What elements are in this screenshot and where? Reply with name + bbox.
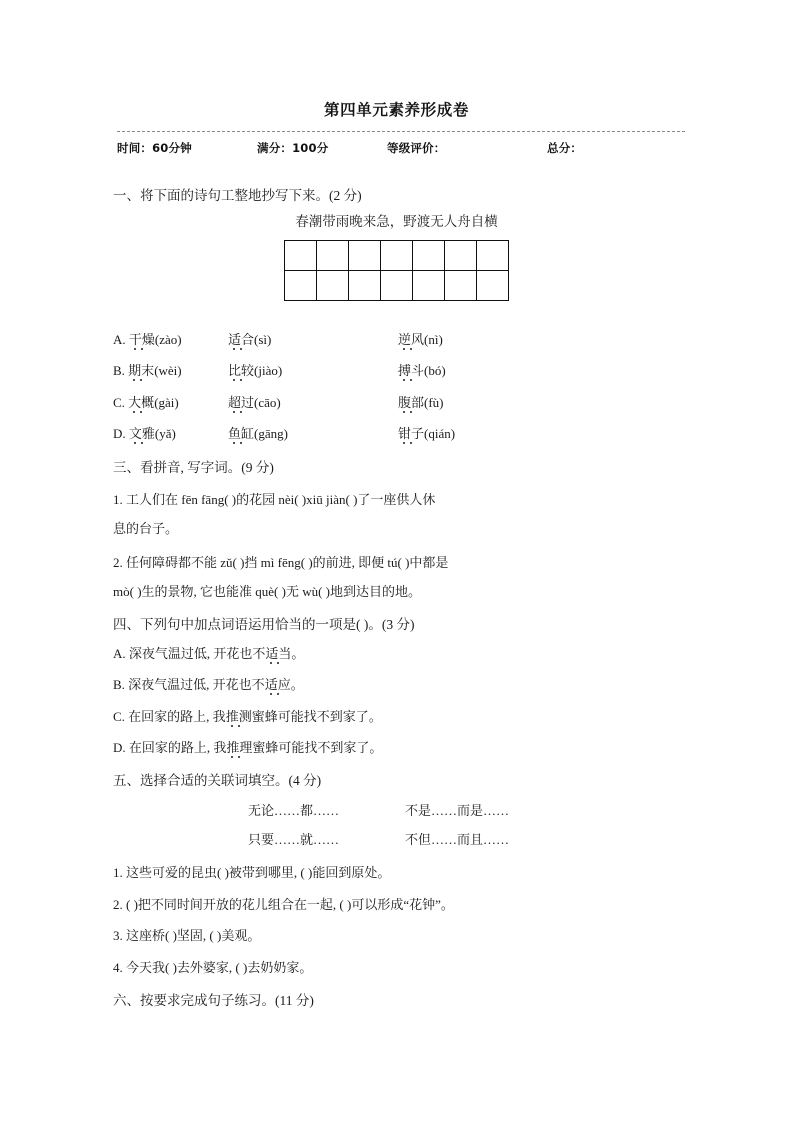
dotted-word: 逆风	[398, 332, 425, 347]
section-6-heading: 六、按要求完成句子练习。(11 分)	[113, 993, 314, 1008]
section-4-heading[interactable]: 四、下列句中加点词语运用恰当的一项是( )。(3 分)	[113, 617, 415, 632]
dotted-word: 搏斗	[398, 363, 425, 378]
grid-cell[interactable]	[445, 241, 477, 271]
section-5-heading: 五、选择合适的关联词填空。(4 分)	[113, 773, 322, 788]
grid-cell[interactable]	[349, 271, 381, 301]
option-text-pre: 深夜气温过低, 开花也不	[128, 677, 265, 692]
exam-time-label: 时间：60分钟	[117, 141, 192, 155]
section-4-option-c[interactable]	[113, 706, 382, 725]
exam-total-label: 总分：	[547, 141, 583, 155]
header-divider	[117, 131, 685, 132]
option-text-pre: 在回家的路上, 我	[128, 740, 227, 755]
option-c-col3: 腹部(fù)	[398, 395, 444, 410]
grid-row	[285, 241, 509, 271]
section-5-question-2[interactable]: 2. ( )把不同时间开放的花儿组合在一起, ( )可以形成“花钟”。	[113, 897, 454, 912]
section-2-option-b[interactable]	[113, 360, 713, 382]
handwriting-grid[interactable]	[284, 240, 509, 301]
section-5-question-1[interactable]: 1. 这些可爱的昆虫( )被带到哪里, ( )能回到原处。	[113, 865, 391, 880]
section-2-option-c[interactable]	[113, 392, 713, 414]
option-b-col2: 比较(jiào)	[228, 363, 283, 378]
dotted-word: 期末	[128, 363, 155, 378]
option-label: B.	[113, 677, 125, 692]
dotted-word: 干燥	[128, 332, 155, 347]
grid-cell[interactable]	[285, 241, 317, 271]
grid-cell[interactable]	[381, 271, 413, 301]
section-1-poem: 春潮带雨晚来急，野渡无人舟自横	[295, 214, 498, 229]
grid-cell[interactable]	[413, 271, 445, 301]
option-text-post: 。	[290, 677, 304, 692]
dotted-word: 大概	[128, 395, 155, 410]
grid-cell[interactable]	[413, 241, 445, 271]
option-text-post: 蜜蜂可能找不到家了。	[251, 709, 382, 724]
grid-cell[interactable]	[317, 271, 349, 301]
option-b-col1: B. 期末(wèi)	[113, 363, 182, 378]
dotted-word: 鱼缸	[228, 426, 255, 441]
connective-choice[interactable]: 只要……就……	[248, 832, 340, 847]
section-2-option-d[interactable]	[113, 423, 713, 445]
grid-cell[interactable]	[381, 241, 413, 271]
option-text-pre: 深夜气温过低, 开花也不	[128, 646, 266, 661]
section-3-heading: 三、看拼音, 写字词。(9 分)	[113, 460, 274, 475]
page-title: 第四单元素养形成卷	[324, 102, 469, 119]
dotted-word: 超过	[228, 395, 255, 410]
connective-choice[interactable]: 无论……都……	[248, 803, 340, 818]
section-3-q1-line2[interactable]: 息的台子。	[113, 521, 179, 536]
section-1-heading: 一、将下面的诗句工整地抄写下来。(2 分)	[113, 188, 362, 203]
exam-grade-label: 等级评价：	[387, 141, 446, 155]
grid-cell[interactable]	[285, 271, 317, 301]
dotted-word: 推理	[226, 740, 253, 755]
option-label: A.	[113, 646, 126, 661]
section-3-q2-line1[interactable]: 2. 任何障碍都不能 zǔ( )挡 mì fēng( )的前进, 即便 tú( )中都是	[113, 555, 449, 570]
option-c-col1: C. 大概(gài)	[113, 395, 179, 410]
dotted-word: 适合	[228, 332, 255, 347]
dotted-word: 腹部	[398, 395, 425, 410]
section-4-option-d[interactable]	[113, 737, 382, 756]
section-4-option-a[interactable]	[113, 643, 304, 662]
section-2-option-a[interactable]	[113, 329, 713, 351]
section-5-choice-row-1	[113, 800, 713, 822]
option-a-col2: 适合(sì)	[228, 332, 272, 347]
section-3-q2-line2[interactable]: mò( )生的景物, 它也能准 què( )无 wù( )地到达目的地。	[113, 584, 421, 599]
exam-fullmark-label: 满分：100分	[257, 141, 329, 155]
option-d-col2: 鱼缸(gāng)	[228, 426, 288, 441]
grid-cell[interactable]	[477, 271, 509, 301]
section-5-question-3[interactable]: 3. 这座桥( )坚固, ( )美观。	[113, 928, 261, 943]
option-d-col3: 钳子(qián)	[398, 426, 456, 441]
option-b-col3: 搏斗(bó)	[398, 363, 446, 378]
grid-cell[interactable]	[445, 271, 477, 301]
option-d-col1: D. 文雅(yǎ)	[113, 426, 176, 441]
dotted-word: 适当	[265, 646, 292, 661]
dotted-word: 比较	[228, 363, 255, 378]
connective-choice[interactable]: 不但……而且……	[405, 832, 510, 847]
option-a-col3: 逆风(nì)	[398, 332, 443, 347]
dotted-word: 适应	[264, 677, 291, 692]
section-5-question-4[interactable]: 4. 今天我( )去外婆家, ( )去奶奶家。	[113, 960, 313, 975]
option-text-pre: 在回家的路上, 我	[128, 709, 226, 724]
option-text-post: 。	[291, 646, 305, 661]
dotted-word: 推测	[225, 709, 252, 724]
grid-row	[285, 271, 509, 301]
option-label: D.	[113, 740, 126, 755]
option-c-col2: 超过(cāo)	[228, 395, 281, 410]
grid-cell[interactable]	[477, 241, 509, 271]
option-text-post: 蜜蜂可能找不到家了。	[252, 740, 383, 755]
section-5-choice-row-2	[113, 829, 713, 851]
exam-info-bar	[117, 140, 697, 160]
dotted-word: 文雅	[128, 426, 155, 441]
section-3-q1-line1[interactable]: 1. 工人们在 fēn fāng( )的花园 nèi( )xiū jiàn( )了一座供人休	[113, 492, 436, 507]
section-4-option-b[interactable]	[113, 674, 304, 693]
dotted-word: 钳子	[398, 426, 425, 441]
option-a-col1: A. 干燥(zào)	[113, 332, 182, 347]
option-label: C.	[113, 709, 125, 724]
grid-cell[interactable]	[349, 241, 381, 271]
grid-cell[interactable]	[317, 241, 349, 271]
connective-choice[interactable]: 不是……而是……	[405, 803, 510, 818]
